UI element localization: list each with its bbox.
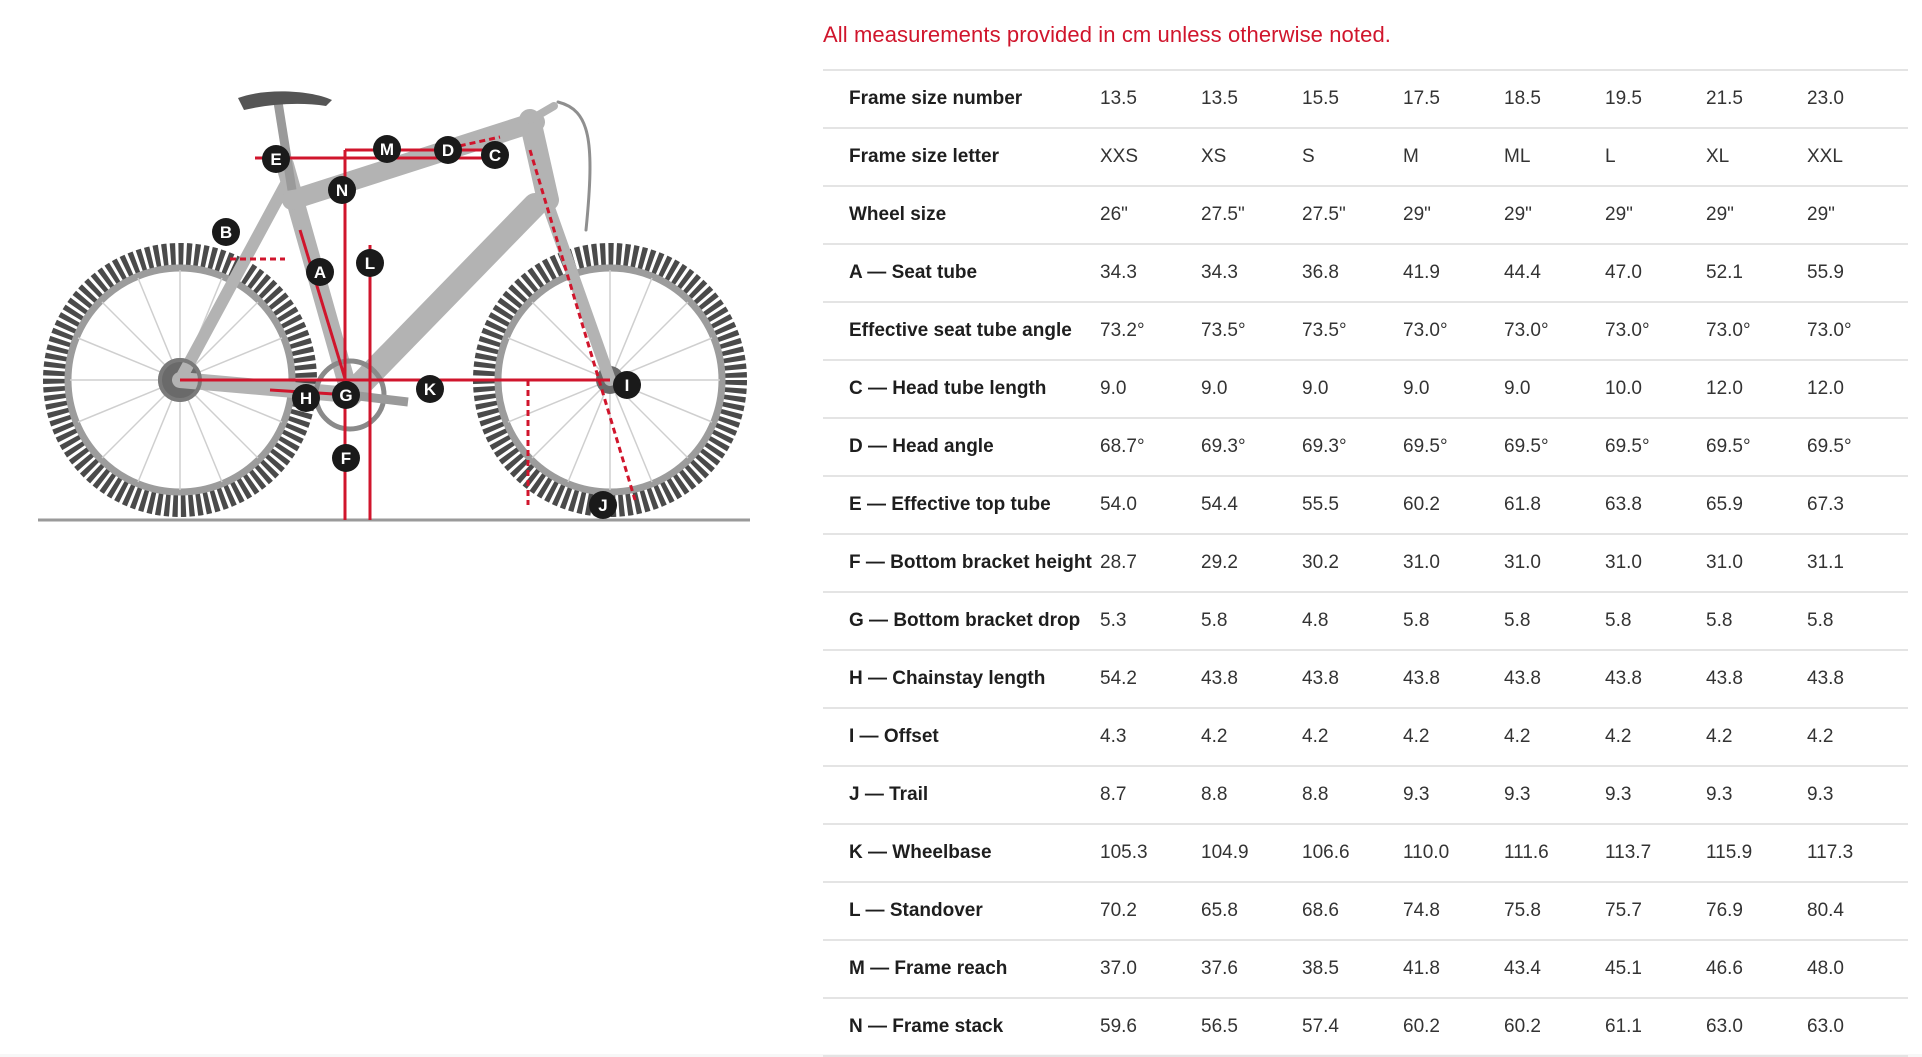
- table-cell: 13.5: [1100, 70, 1201, 128]
- table-cell: 10.0: [1605, 360, 1706, 418]
- marker-d: [434, 136, 462, 164]
- table-cell: 5.8: [1504, 592, 1605, 650]
- table-cell: 4.2: [1403, 708, 1504, 766]
- table-cell: 34.3: [1201, 244, 1302, 302]
- svg-text:L: L: [364, 254, 376, 273]
- table-cell: 75.8: [1504, 882, 1605, 940]
- table-cell: 73.0°: [1504, 302, 1605, 360]
- svg-text:B: B: [219, 223, 233, 242]
- table-cell: 69.5°: [1706, 418, 1807, 476]
- table-cell: 4.2: [1807, 708, 1908, 766]
- marker-h: [292, 384, 320, 412]
- svg-text:D: D: [441, 141, 455, 160]
- table-cell: 5.8: [1605, 592, 1706, 650]
- table-cell: 43.8: [1302, 650, 1403, 708]
- svg-text:M: M: [379, 140, 395, 159]
- table-cell: 31.0: [1605, 534, 1706, 592]
- table-cell: 73.2°: [1100, 302, 1201, 360]
- table-cell: 69.5°: [1504, 418, 1605, 476]
- table-cell: 110.0: [1403, 824, 1504, 882]
- table-row: [823, 998, 1908, 1056]
- table-cell: 41.9: [1403, 244, 1504, 302]
- svg-text:E: E: [270, 150, 282, 169]
- table-cell: 73.0°: [1706, 302, 1807, 360]
- table-cell: 9.0: [1201, 360, 1302, 418]
- table-cell: 63.0: [1706, 998, 1807, 1056]
- table-cell: 69.5°: [1807, 418, 1908, 476]
- table-cell: S: [1302, 128, 1403, 186]
- marker-e: [262, 145, 290, 173]
- table-cell: 54.2: [1100, 650, 1201, 708]
- table-cell: 43.8: [1706, 650, 1807, 708]
- table-cell: 5.8: [1403, 592, 1504, 650]
- table-cell: 4.2: [1201, 708, 1302, 766]
- table-cell: L: [1605, 128, 1706, 186]
- table-cell: 61.8: [1504, 476, 1605, 534]
- table-cell: 9.0: [1100, 360, 1201, 418]
- table-cell: 8.8: [1201, 766, 1302, 824]
- table-cell: 38.5: [1302, 940, 1403, 998]
- table-cell: 23.0: [1807, 70, 1908, 128]
- marker-l: [356, 249, 384, 277]
- table-cell: 54.0: [1100, 476, 1201, 534]
- measurement-note: All measurements provided in cm unless otherwise noted.: [823, 22, 1391, 47]
- table-cell: 9.3: [1706, 766, 1807, 824]
- bike-geometry-diagram: [30, 80, 750, 540]
- table-cell: 56.5: [1201, 998, 1302, 1056]
- table-row: [823, 592, 1908, 650]
- table-cell: 55.9: [1807, 244, 1908, 302]
- table-cell: 34.3: [1100, 244, 1201, 302]
- table-cell: 31.1: [1807, 534, 1908, 592]
- table-cell: 48.0: [1807, 940, 1908, 998]
- table-cell: XXS: [1100, 128, 1201, 186]
- table-row: [823, 360, 1908, 418]
- table-cell: 43.8: [1605, 650, 1706, 708]
- table-cell: 68.7°: [1100, 418, 1201, 476]
- table-cell: 13.5: [1201, 70, 1302, 128]
- row-label: I — Offset: [823, 708, 1100, 766]
- table-cell: 60.2: [1403, 476, 1504, 534]
- table-cell: 115.9: [1706, 824, 1807, 882]
- table-row: [823, 70, 1908, 128]
- table-cell: 73.0°: [1403, 302, 1504, 360]
- geometry-table-body: [823, 70, 1908, 1056]
- table-cell: 68.6: [1302, 882, 1403, 940]
- table-cell: 12.0: [1807, 360, 1908, 418]
- row-label: M — Frame reach: [823, 940, 1100, 998]
- table-cell: 21.5: [1706, 70, 1807, 128]
- table-cell: 37.0: [1100, 940, 1201, 998]
- row-label: F — Bottom bracket height: [823, 534, 1100, 592]
- marker-j: [589, 491, 617, 519]
- row-label: E — Effective top tube: [823, 476, 1100, 534]
- table-cell: ML: [1504, 128, 1605, 186]
- svg-text:F: F: [340, 449, 352, 468]
- table-row: [823, 940, 1908, 998]
- row-label: Wheel size: [823, 186, 1100, 244]
- table-row: [823, 302, 1908, 360]
- table-cell: 52.1: [1706, 244, 1807, 302]
- marker-f: [332, 444, 360, 472]
- table-cell: 73.0°: [1807, 302, 1908, 360]
- table-cell: 113.7: [1605, 824, 1706, 882]
- table-row: [823, 244, 1908, 302]
- table-cell: 63.8: [1605, 476, 1706, 534]
- table-cell: 43.8: [1201, 650, 1302, 708]
- table-cell: 8.8: [1302, 766, 1403, 824]
- table-cell: M: [1403, 128, 1504, 186]
- table-cell: 29": [1807, 186, 1908, 244]
- svg-text:J: J: [598, 496, 608, 515]
- svg-text:A: A: [313, 263, 327, 282]
- table-cell: 8.7: [1100, 766, 1201, 824]
- table-cell: 63.0: [1807, 998, 1908, 1056]
- table-cell: 45.1: [1605, 940, 1706, 998]
- table-cell: 4.8: [1302, 592, 1403, 650]
- table-row: [823, 534, 1908, 592]
- table-cell: 57.4: [1302, 998, 1403, 1056]
- table-cell: 106.6: [1302, 824, 1403, 882]
- table-cell: 18.5: [1504, 70, 1605, 128]
- table-cell: 29": [1403, 186, 1504, 244]
- svg-text:H: H: [299, 389, 313, 408]
- table-cell: 31.0: [1706, 534, 1807, 592]
- table-cell: 26": [1100, 186, 1201, 244]
- table-row: [823, 824, 1908, 882]
- table-cell: 43.8: [1403, 650, 1504, 708]
- table-cell: 4.2: [1504, 708, 1605, 766]
- table-cell: 59.6: [1100, 998, 1201, 1056]
- table-cell: 4.2: [1302, 708, 1403, 766]
- row-label: Frame size number: [823, 70, 1100, 128]
- svg-text:C: C: [488, 146, 502, 165]
- saddle: [238, 91, 332, 110]
- table-cell: 31.0: [1504, 534, 1605, 592]
- table-cell: 9.0: [1504, 360, 1605, 418]
- row-label: Frame size letter: [823, 128, 1100, 186]
- table-cell: 60.2: [1403, 998, 1504, 1056]
- table-row: [823, 708, 1908, 766]
- marker-a: [306, 258, 334, 286]
- table-cell: 111.6: [1504, 824, 1605, 882]
- table-cell: 36.8: [1302, 244, 1403, 302]
- table-cell: 73.0°: [1605, 302, 1706, 360]
- table-cell: XS: [1201, 128, 1302, 186]
- table-cell: 4.3: [1100, 708, 1201, 766]
- row-label: C — Head tube length: [823, 360, 1100, 418]
- marker-c: [481, 141, 509, 169]
- table-cell: 31.0: [1403, 534, 1504, 592]
- row-label: N — Frame stack: [823, 998, 1100, 1056]
- svg-text:G: G: [339, 386, 353, 405]
- table-cell: 70.2: [1100, 882, 1201, 940]
- table-cell: 29.2: [1201, 534, 1302, 592]
- table-cell: 43.4: [1504, 940, 1605, 998]
- table-cell: 27.5": [1201, 186, 1302, 244]
- table-row: [823, 418, 1908, 476]
- marker-m: [373, 135, 401, 163]
- table-cell: XXL: [1807, 128, 1908, 186]
- table-cell: 69.3°: [1302, 418, 1403, 476]
- table-cell: 29": [1706, 186, 1807, 244]
- table-cell: 46.6: [1706, 940, 1807, 998]
- marker-g: [332, 381, 360, 409]
- svg-text:K: K: [423, 380, 437, 399]
- bike-illustration: [30, 80, 750, 540]
- table-cell: 5.8: [1807, 592, 1908, 650]
- table-cell: 9.0: [1403, 360, 1504, 418]
- table-cell: 65.9: [1706, 476, 1807, 534]
- row-label: D — Head angle: [823, 418, 1100, 476]
- table-cell: 9.0: [1302, 360, 1403, 418]
- marker-k: [416, 375, 444, 403]
- table-cell: 104.9: [1201, 824, 1302, 882]
- table-cell: 37.6: [1201, 940, 1302, 998]
- table-row: [823, 766, 1908, 824]
- table-cell: 4.2: [1706, 708, 1807, 766]
- table-cell: 41.8: [1403, 940, 1504, 998]
- marker-n: [328, 176, 356, 204]
- geometry-table: [823, 69, 1908, 1057]
- table-cell: 9.3: [1504, 766, 1605, 824]
- table-cell: 27.5": [1302, 186, 1403, 244]
- svg-text:N: N: [335, 181, 349, 200]
- table-cell: 69.5°: [1403, 418, 1504, 476]
- table-row: [823, 882, 1908, 940]
- table-cell: 55.5: [1302, 476, 1403, 534]
- table-cell: 9.3: [1807, 766, 1908, 824]
- table-cell: 54.4: [1201, 476, 1302, 534]
- table-cell: 17.5: [1403, 70, 1504, 128]
- marker-b: [212, 218, 240, 246]
- row-label: Effective seat tube angle: [823, 302, 1100, 360]
- row-label: G — Bottom bracket drop: [823, 592, 1100, 650]
- table-cell: 75.7: [1605, 882, 1706, 940]
- table-cell: XL: [1706, 128, 1807, 186]
- row-label: A — Seat tube: [823, 244, 1100, 302]
- table-cell: 12.0: [1706, 360, 1807, 418]
- row-label: J — Trail: [823, 766, 1100, 824]
- table-cell: 5.3: [1100, 592, 1201, 650]
- row-label: K — Wheelbase: [823, 824, 1100, 882]
- table-cell: 105.3: [1100, 824, 1201, 882]
- table-cell: 69.3°: [1201, 418, 1302, 476]
- table-cell: 9.3: [1605, 766, 1706, 824]
- table-cell: 43.8: [1807, 650, 1908, 708]
- table-cell: 4.2: [1605, 708, 1706, 766]
- marker-i: [613, 371, 641, 399]
- table-cell: 76.9: [1706, 882, 1807, 940]
- table-row: [823, 476, 1908, 534]
- row-label: H — Chainstay length: [823, 650, 1100, 708]
- table-cell: 67.3: [1807, 476, 1908, 534]
- table-cell: 29": [1605, 186, 1706, 244]
- table-cell: 30.2: [1302, 534, 1403, 592]
- table-cell: 47.0: [1605, 244, 1706, 302]
- table-row: [823, 128, 1908, 186]
- table-cell: 60.2: [1504, 998, 1605, 1056]
- table-row: [823, 650, 1908, 708]
- table-cell: 74.8: [1403, 882, 1504, 940]
- table-cell: 43.8: [1504, 650, 1605, 708]
- table-cell: 5.8: [1201, 592, 1302, 650]
- table-cell: 44.4: [1504, 244, 1605, 302]
- table-cell: 61.1: [1605, 998, 1706, 1056]
- table-cell: 5.8: [1706, 592, 1807, 650]
- table-cell: 80.4: [1807, 882, 1908, 940]
- table-cell: 73.5°: [1201, 302, 1302, 360]
- table-cell: 15.5: [1302, 70, 1403, 128]
- svg-text:I: I: [624, 376, 630, 395]
- table-cell: 9.3: [1403, 766, 1504, 824]
- table-cell: 117.3: [1807, 824, 1908, 882]
- table-cell: 69.5°: [1605, 418, 1706, 476]
- table-cell: 29": [1504, 186, 1605, 244]
- row-label: L — Standover: [823, 882, 1100, 940]
- table-cell: 65.8: [1201, 882, 1302, 940]
- table-row: [823, 186, 1908, 244]
- table-cell: 73.5°: [1302, 302, 1403, 360]
- table-cell: 28.7: [1100, 534, 1201, 592]
- table-cell: 19.5: [1605, 70, 1706, 128]
